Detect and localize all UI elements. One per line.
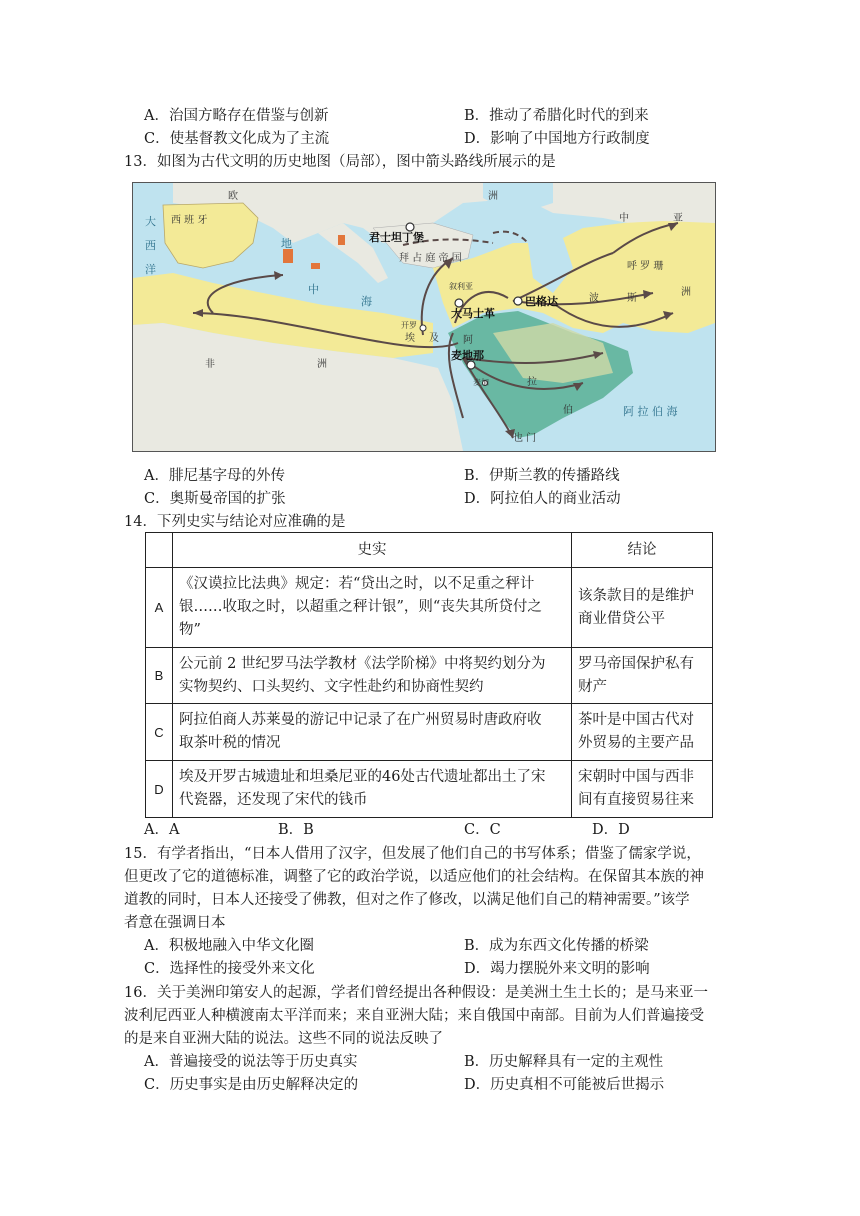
label-byzantine: 拜 占 庭 帝 国 bbox=[399, 253, 462, 264]
label-persia-2: 斯 bbox=[627, 293, 637, 304]
label-central-asia-1: 中 bbox=[619, 213, 629, 224]
q15-option-a[interactable]: A．积极地融入中华文化圈 bbox=[144, 938, 314, 954]
row-fact bbox=[173, 568, 572, 648]
label-arabian-sea: 阿 拉 伯 海 bbox=[623, 405, 678, 418]
conclusion-line: 外贸易的主要产品 bbox=[578, 735, 694, 751]
row-label: A bbox=[146, 568, 173, 648]
row-conclusion bbox=[572, 704, 713, 761]
label-arabia-1: 阿 bbox=[463, 335, 473, 346]
label-baghdad: 巴格达 bbox=[525, 295, 558, 308]
q14-option-b[interactable]: B．B bbox=[278, 822, 314, 838]
row-conclusion bbox=[572, 568, 713, 648]
row-label: C bbox=[146, 704, 173, 761]
table-row bbox=[146, 568, 713, 648]
label-africa-1: 非 bbox=[205, 359, 215, 370]
label-africa-2: 洲 bbox=[317, 359, 327, 370]
label-atlantic-3: 洋 bbox=[145, 263, 156, 276]
q16-option-c[interactable]: C．历史事实是由历史解释决定的 bbox=[144, 1077, 359, 1093]
fact-line: 物” bbox=[179, 622, 201, 638]
fact-line: 实物契约、口头契约、文字性赴约和协商性契约 bbox=[179, 678, 484, 695]
q16-stem-line: 16．关于美洲印第安人的起源，学者们曾经提出各种假设：是美洲土生土长的；是马来亚一 bbox=[124, 985, 708, 1001]
label-europe-1: 欧 bbox=[228, 191, 238, 202]
q14-option-a[interactable]: A．A bbox=[144, 822, 180, 838]
row-label: D bbox=[146, 761, 173, 818]
q15-stem-line: 道教的同时，日本人还接受了佛教，但对之作了修改，以满足他们自己的精神需要。”该学 bbox=[124, 892, 690, 908]
q16-stem bbox=[124, 982, 736, 1051]
fact-line: 公元前 2 世纪罗马法学教材《法学阶梯》中将契约划分为 bbox=[179, 655, 546, 672]
q12-option-a[interactable]: A．治国方略存在借鉴与创新 bbox=[144, 108, 329, 124]
row-conclusion bbox=[572, 761, 713, 818]
label-constantinople: 君士坦丁堡 bbox=[369, 231, 424, 244]
label-asia-zhou: 洲 bbox=[681, 287, 691, 298]
label-mecca: 麦加 bbox=[473, 378, 489, 387]
fact-line: 埃及开罗古城遗址和坦桑尼亚的46处古代遗址都出土了宋 bbox=[179, 769, 546, 785]
q15-stem-line: 者意在强调日本 bbox=[124, 915, 226, 931]
q15-stem-line: 15．有学者指出，“日本人借用了汉字，但发展了他们自己的书写体系；借鉴了儒家学说， bbox=[124, 846, 701, 862]
fact-line: 银……收取之时，以超重之秤计银”，则“丧失其所贷付之 bbox=[179, 599, 542, 615]
label-med-1: 地 bbox=[281, 237, 292, 250]
row-label: B bbox=[146, 648, 173, 704]
label-yemen: 也 门 bbox=[513, 433, 537, 444]
q12-option-c[interactable]: C．使基督教文化成为了主流 bbox=[144, 131, 330, 147]
conclusion-line: 茶叶是中国古代对 bbox=[578, 712, 694, 728]
q13-option-a[interactable]: A．腓尼基字母的外传 bbox=[144, 468, 285, 484]
q16-option-a[interactable]: A．普遍接受的说法等于历史真实 bbox=[144, 1054, 358, 1070]
label-med-3: 海 bbox=[361, 295, 372, 308]
q14-stem: 14．下列史实与结论对应准确的是 bbox=[124, 514, 346, 530]
q13-option-b[interactable]: B．伊斯兰教的传播路线 bbox=[464, 468, 620, 484]
q14-table bbox=[145, 532, 713, 818]
label-arabia-2: 拉 bbox=[527, 377, 537, 388]
table-row bbox=[146, 704, 713, 761]
label-syria: 叙利亚 bbox=[449, 282, 473, 291]
header-blank bbox=[146, 533, 173, 568]
q16-stem-line: 的是来自亚洲大陆的说法。这些不同的说法反映了 bbox=[124, 1031, 443, 1047]
table-row bbox=[146, 648, 713, 704]
label-med-2: 中 bbox=[308, 283, 319, 296]
fact-line: 阿拉伯商人苏莱曼的游记中记录了在广州贸易时唐政府收 bbox=[179, 712, 542, 728]
label-arabia-3: 伯 bbox=[563, 405, 573, 416]
row-conclusion bbox=[572, 648, 713, 704]
q15-option-c[interactable]: C．选择性的接受外来文化 bbox=[144, 961, 315, 977]
q14-option-c[interactable]: C．C bbox=[464, 822, 501, 838]
q13-stem: 13．如图为古代文明的历史地图（局部），图中箭头路线所展示的是 bbox=[124, 154, 556, 170]
label-khorasan: 呼 罗 珊 bbox=[627, 261, 664, 272]
header-fact: 史实 bbox=[173, 533, 572, 568]
header-conclusion: 结论 bbox=[572, 533, 713, 568]
conclusion-line: 间有直接贸易往来 bbox=[578, 792, 694, 808]
label-damascus: 大马士革 bbox=[451, 307, 495, 320]
q16-option-d[interactable]: D．历史真相不可能被后世揭示 bbox=[464, 1077, 665, 1093]
q12-option-b[interactable]: B．推动了希腊化时代的到来 bbox=[464, 108, 649, 124]
historical-map bbox=[132, 182, 716, 452]
conclusion-line: 罗马帝国保护私有 bbox=[578, 655, 694, 672]
q15-stem bbox=[124, 843, 736, 935]
q16-stem-line: 波利尼西亚人种横渡南太平洋而来；来自亚洲大陆；来自俄国中南部。目前为人们普遍接受 bbox=[124, 1008, 704, 1024]
row-fact bbox=[173, 761, 572, 818]
label-atlantic-1: 大 bbox=[145, 215, 156, 228]
table-row bbox=[146, 761, 713, 818]
row-fact bbox=[173, 704, 572, 761]
fact-line: 取茶叶税的情况 bbox=[179, 735, 281, 751]
label-central-asia-2: 亚 bbox=[673, 213, 683, 224]
q13-option-d[interactable]: D．阿拉伯人的商业活动 bbox=[464, 491, 621, 507]
fact-line: 代瓷器，还发现了宋代的钱币 bbox=[179, 792, 368, 808]
q13-option-c[interactable]: C．奥斯曼帝国的扩张 bbox=[144, 491, 286, 507]
q16-option-b[interactable]: B．历史解释具有一定的主观性 bbox=[464, 1054, 664, 1070]
conclusion-line: 该条款目的是维护 bbox=[578, 587, 694, 604]
label-medina: 麦地那 bbox=[451, 349, 484, 362]
label-egypt-2: 及 bbox=[429, 333, 439, 344]
label-atlantic-2: 西 bbox=[145, 239, 156, 252]
label-persia-1: 波 bbox=[589, 293, 599, 304]
label-europe-2: 洲 bbox=[488, 191, 498, 202]
conclusion-line: 财产 bbox=[578, 678, 607, 695]
label-egypt-1: 埃 bbox=[405, 333, 415, 344]
fact-line: 《汉谟拉比法典》规定：若“贷出之时，以不足重之秤计 bbox=[179, 576, 535, 592]
q12-option-d[interactable]: D．影响了中国地方行政制度 bbox=[464, 131, 650, 147]
conclusion-line: 宋朝时中国与西非 bbox=[578, 769, 694, 785]
q15-stem-line: 但更改了它的道德标准，调整了它的政治学说，以适应他们的社会结构。在保留其本族的神 bbox=[124, 869, 704, 885]
table-header-row bbox=[146, 533, 713, 568]
label-cairo: 开罗 bbox=[401, 321, 417, 330]
row-fact bbox=[173, 648, 572, 704]
conclusion-line: 商业借贷公平 bbox=[578, 610, 665, 627]
q15-option-d[interactable]: D．竭力摆脱外来文明的影响 bbox=[464, 961, 650, 977]
q15-option-b[interactable]: B．成为东西文化传播的桥梁 bbox=[464, 938, 649, 954]
q14-option-d[interactable]: D．D bbox=[592, 822, 630, 838]
label-spain: 西 班 牙 bbox=[171, 215, 208, 226]
